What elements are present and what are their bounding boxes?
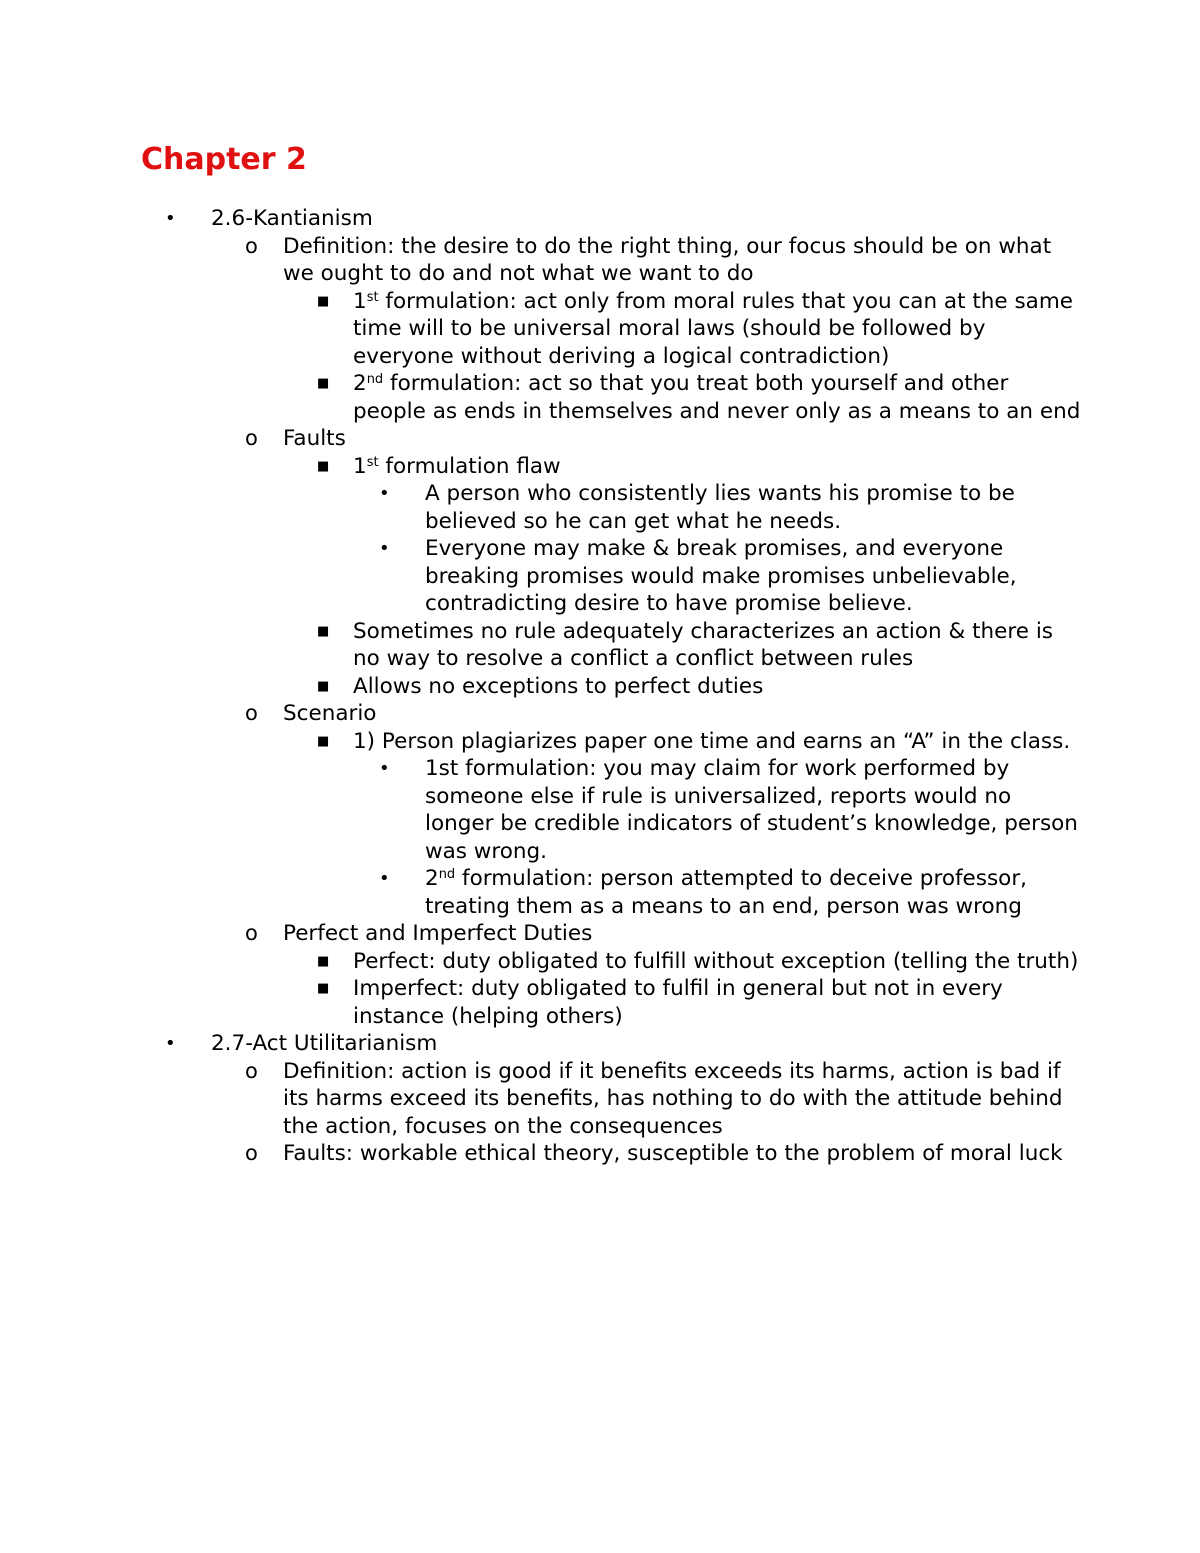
ordinal-suffix: nd — [438, 867, 456, 882]
formulation-body: formulation: act so that you treat both yourself and other people as ends in themselves and never only as a means to an end — [353, 371, 1081, 424]
ordinal-number: 1 — [353, 288, 367, 314]
list-item-duties — [245, 920, 1081, 1030]
outline-list — [165, 205, 1081, 1168]
list-item-formulation-2 — [317, 370, 1081, 425]
definition-text: Definition: the desire to do the right thing, our focus should be on what we ought to do and not what we want to do — [283, 233, 1052, 286]
ordinal-suffix: st — [366, 454, 379, 470]
list-item-flaw-point — [379, 535, 1081, 618]
bullet-dot-icon: • — [165, 208, 176, 229]
bullet-circle-icon: o — [245, 1058, 258, 1083]
imperfect-text: Imperfect: duty obligated to fulfil in general but not in every instance (helping others) — [353, 976, 1003, 1029]
flaw-points-list — [379, 480, 1081, 618]
scenario-heading: Scenario — [283, 701, 377, 726]
scenario-first-text: 1st formulation: you may claim for work performed by someone else if rule is universalized, reports would no longer be credible indicators of student’s knowledge, person was wrong. — [425, 756, 1078, 864]
section-act-utilitarianism — [165, 1030, 1081, 1168]
bullet-square-icon: ■ — [317, 953, 330, 969]
scenario-second-text — [425, 865, 1081, 920]
duties-heading: Perfect and Imperfect Duties — [283, 921, 593, 946]
scenario-second-body: formulation: person attempted to deceive professor, treating them as a means to an end, person was wrong — [425, 866, 1028, 919]
ordinal-number: 2 — [425, 866, 439, 891]
utilitarianism-list — [245, 1058, 1081, 1168]
list-item-faults — [245, 425, 1081, 700]
rule-conflict-text: Sometimes no rule adequately characterizes an action & there is no way to resolve a conflict a conflict between rules — [353, 618, 1053, 671]
faults-heading: Faults — [283, 426, 346, 451]
bullet-square-icon: ■ — [317, 293, 330, 309]
section-kantianism — [165, 205, 1081, 1030]
bullet-dot-icon: • — [379, 538, 390, 559]
ordinal-suffix: st — [366, 289, 379, 305]
faults-text: Faults: workable ethical theory, susceptible to the problem of moral luck — [283, 1141, 1063, 1166]
bullet-circle-icon: o — [245, 426, 258, 450]
scenario-case-text: 1) Person plagiarizes paper one time and earns an “A” in the class. — [353, 728, 1071, 754]
perfect-text: Perfect: duty obligated to fulfill without exception (telling the truth) — [353, 948, 1079, 974]
bullet-dot-icon: • — [379, 483, 390, 504]
flaw-point-text: A person who consistently lies wants his promise to be believed so he can get what he needs. — [425, 481, 1015, 534]
bullet-dot-icon: • — [165, 1033, 176, 1054]
kantianism-list — [245, 233, 1081, 1031]
bullet-square-icon: ■ — [317, 376, 330, 391]
bullet-circle-icon: o — [245, 921, 258, 945]
bullet-circle-icon: o — [245, 701, 258, 725]
list-item-formulation-1 — [317, 288, 1081, 371]
list-item-faults — [245, 1140, 1081, 1168]
bullet-square-icon: ■ — [317, 981, 330, 996]
formulations-list — [317, 288, 1081, 426]
list-item-imperfect — [317, 975, 1081, 1030]
ordinal-number: 2 — [353, 371, 367, 396]
section-heading: 2.7-Act Utilitarianism — [211, 1031, 438, 1056]
section-heading: 2.6-Kantianism — [211, 206, 373, 231]
ordinal-number: 1 — [353, 453, 367, 479]
list-item-perfect — [317, 948, 1081, 976]
formulation-1-text — [353, 288, 1081, 371]
scenario-list — [317, 728, 1081, 921]
no-exceptions-text: Allows no exceptions to perfect duties — [353, 673, 764, 699]
list-item-scenario — [245, 700, 1081, 920]
faults-list — [317, 453, 1081, 701]
flaw-text — [353, 453, 1081, 481]
list-item-definition — [245, 233, 1081, 426]
bullet-square-icon: ■ — [317, 623, 330, 639]
list-item-rule-conflict — [317, 618, 1081, 673]
formulation-body: formulation: act only from moral rules that you can at the same time will to be universal moral laws (should be followed by everyone without deriving a logical contradiction) — [353, 288, 1074, 369]
formulation-2-text — [353, 370, 1081, 425]
bullet-circle-icon: o — [245, 233, 258, 258]
list-item-flaw-point — [379, 480, 1081, 535]
list-item-scenario-second — [379, 865, 1081, 920]
bullet-square-icon: ■ — [317, 678, 330, 694]
flaw-point-text: Everyone may make & break promises, and everyone breaking promises would make promises unbelievable, contradicting desire to have promise believe. — [425, 536, 1017, 616]
bullet-square-icon: ■ — [317, 733, 330, 749]
list-item-no-exceptions — [317, 673, 1081, 701]
bullet-square-icon: ■ — [317, 458, 330, 474]
list-item-scenario-first — [379, 755, 1081, 865]
scenario-analysis-list — [379, 755, 1081, 920]
ordinal-suffix: nd — [366, 372, 384, 387]
duties-list — [317, 948, 1081, 1031]
list-item-scenario-case — [317, 728, 1081, 921]
bullet-dot-icon: • — [379, 758, 390, 779]
definition-text: Definition: action is good if it benefits exceeds its harms, action is bad if its harms exceed its benefits, has nothing to do with the attitude behind the action, focuses on the consequences — [283, 1058, 1063, 1139]
flaw-body: formulation flaw — [378, 453, 561, 479]
bullet-circle-icon: o — [245, 1141, 258, 1165]
chapter-title: Chapter 2 — [141, 142, 307, 177]
list-item-flaw — [317, 453, 1081, 618]
bullet-dot-icon: • — [379, 868, 390, 889]
list-item-definition — [245, 1058, 1081, 1141]
